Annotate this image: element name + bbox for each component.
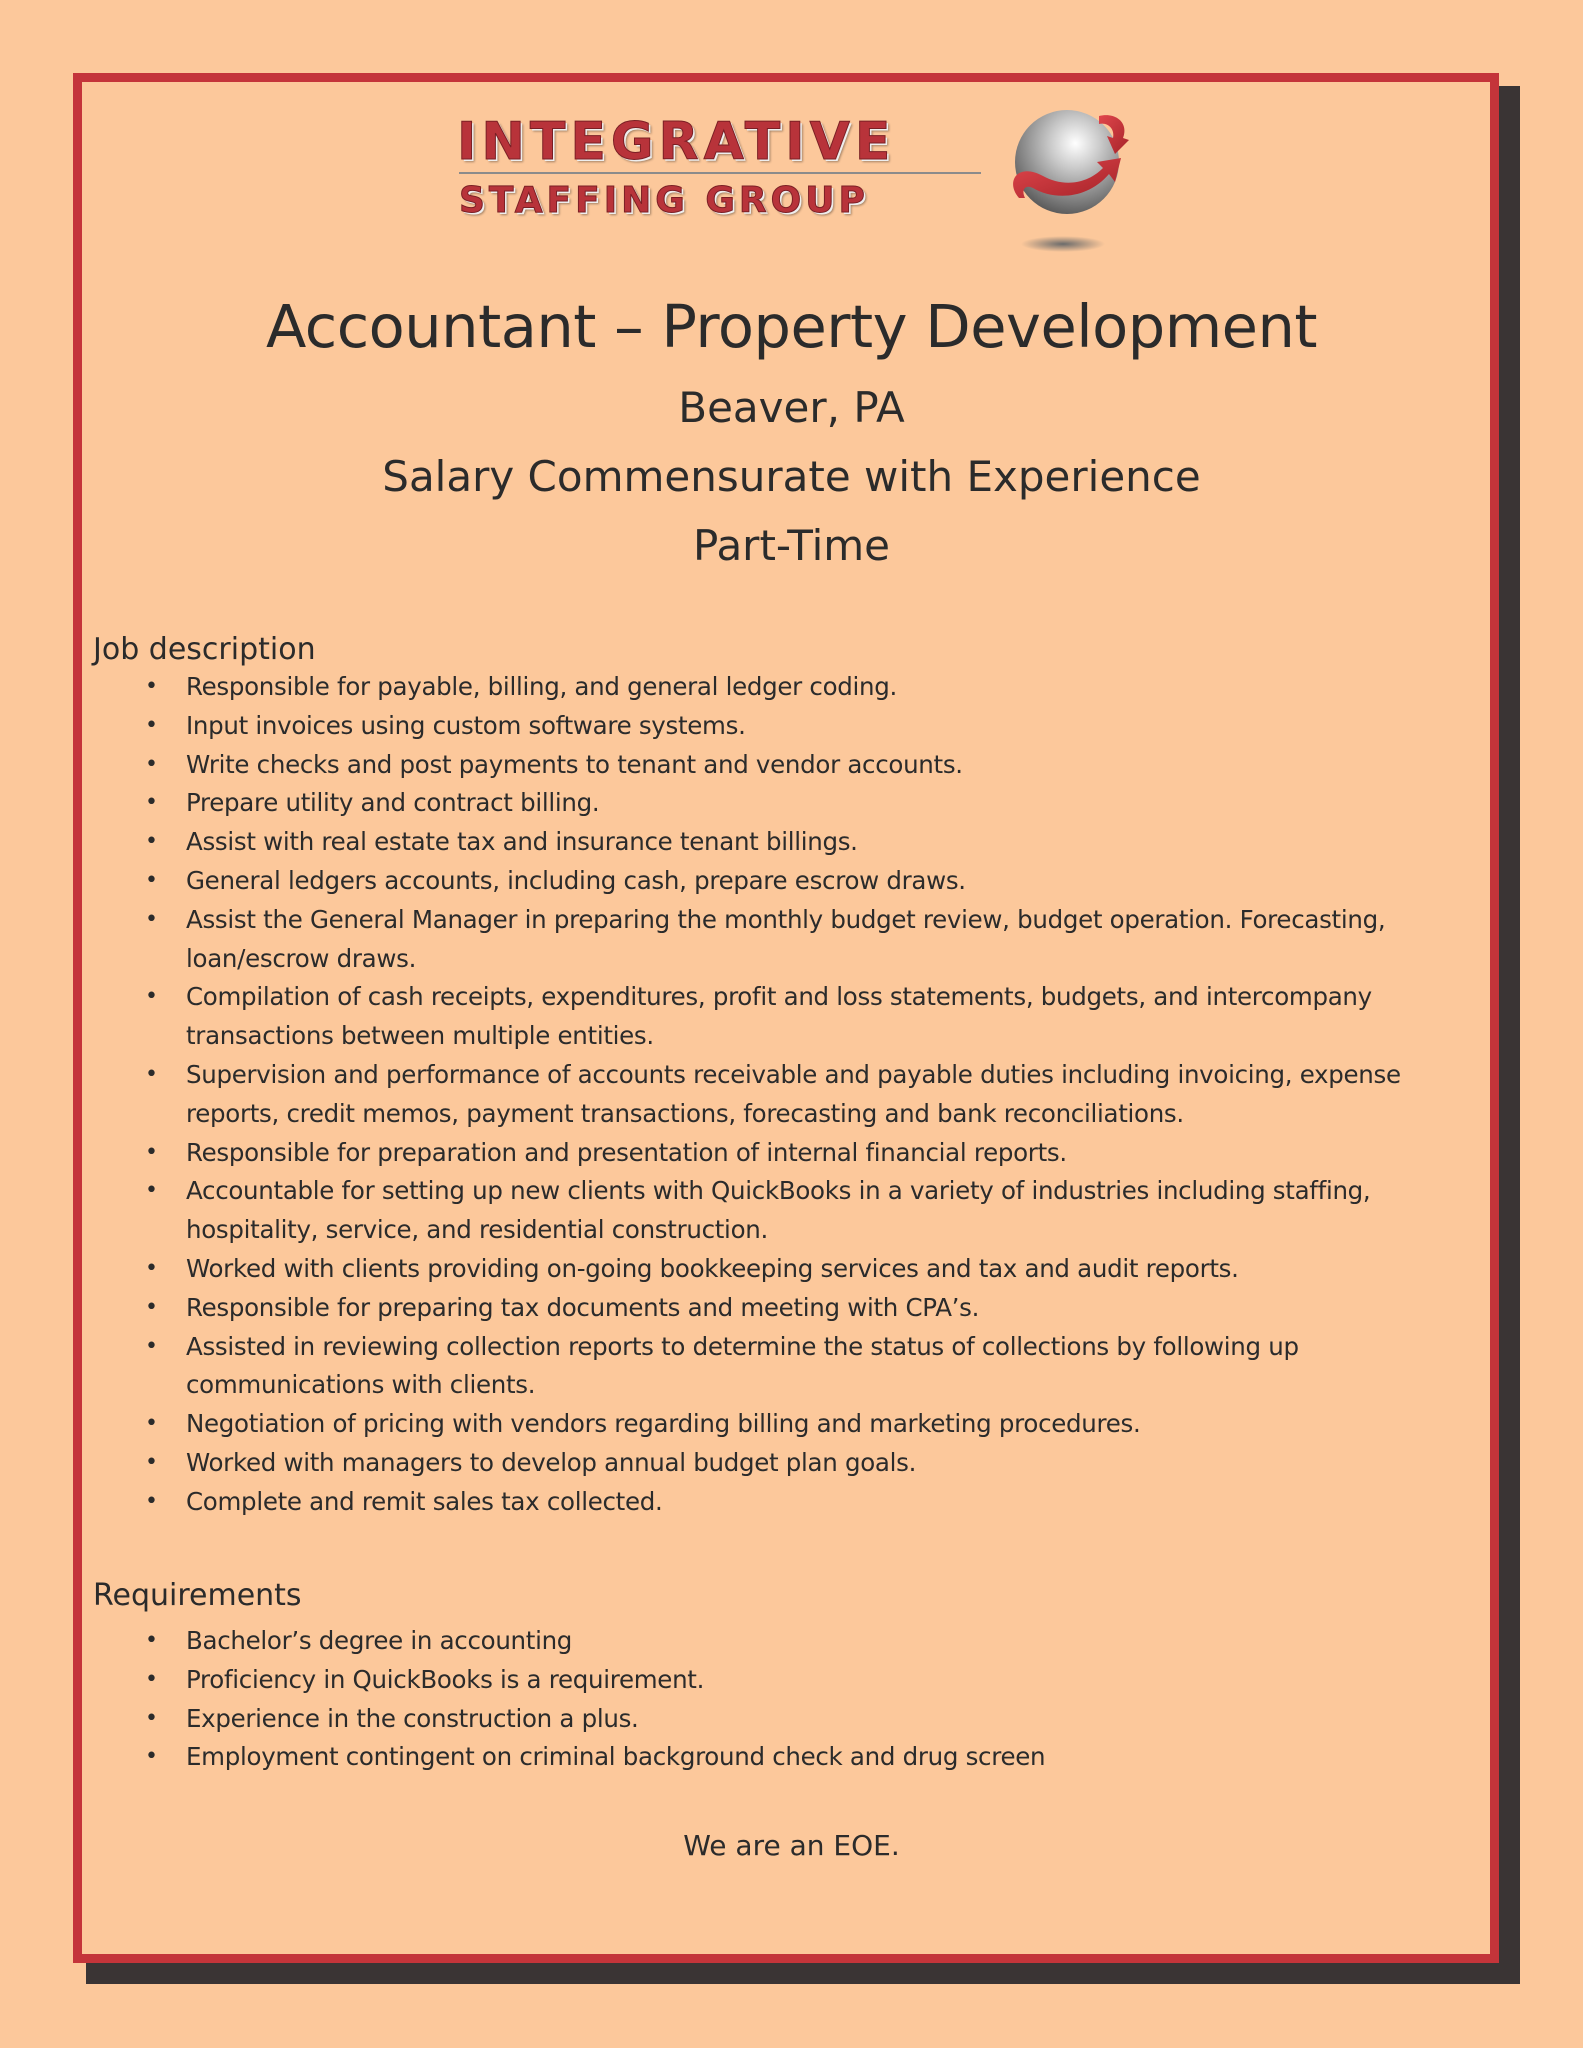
bullet-icon: • [145, 1705, 158, 1731]
list-item: • Write checks and post payments to tenant and vendor accounts. [93, 746, 1493, 785]
list-item: • Accountable for setting up new clients with QuickBooks in a variety of industries including staffing, hospitality, service, and residential construction. [93, 1172, 1493, 1250]
list-item: • Employment contingent on criminal background check and drug screen [93, 1738, 1493, 1777]
list-item: • Responsible for preparation and presentation of internal financial reports. [93, 1134, 1493, 1173]
company-logo [455, 102, 1135, 262]
list-item: • Experience in the construction a plus. [93, 1700, 1493, 1739]
list-item: • Input invoices using custom software systems. [93, 707, 1493, 746]
bullet-icon: • [145, 790, 158, 816]
list-item: • General ledgers accounts, including cash, prepare escrow draws. [93, 862, 1493, 901]
list-item: • Responsible for payable, billing, and general ledger coding. [93, 668, 1493, 707]
logo-text-staffing-group: STAFFING GROUP [459, 180, 869, 221]
eoe-statement: We are an EOE. [683, 1829, 900, 1862]
bullet-icon: • [145, 1333, 158, 1359]
bullet-icon: • [145, 1666, 158, 1692]
list-item: • Assist the General Manager in preparing the monthly budget review, budget operation. Forecasting, loan/escrow draws. [93, 901, 1493, 979]
globe-icon [1003, 102, 1143, 262]
logo-divider [459, 172, 981, 174]
list-item: • Bachelor’s degree in accounting [93, 1622, 1493, 1661]
list-item: • Prepare utility and contract billing. [93, 784, 1493, 823]
bullet-icon: • [145, 712, 158, 738]
list-item: • Negotiation of pricing with vendors regarding billing and marketing procedures. [93, 1405, 1493, 1444]
job-title: Accountant – Property Development [265, 292, 1317, 361]
logo-text-integrative: INTEGRATIVE [457, 112, 896, 172]
list-item: • Worked with managers to develop annual budget plan goals. [93, 1444, 1493, 1483]
job-type: Part-Time [693, 521, 890, 570]
bullet-icon: • [145, 867, 158, 893]
job-location: Beaver, PA [678, 383, 905, 432]
bullet-icon: • [145, 906, 158, 932]
bullet-icon: • [145, 984, 158, 1010]
requirements-heading: Requirements [93, 1578, 302, 1613]
bullet-icon: • [145, 1449, 158, 1475]
job-description-heading: Job description [93, 632, 316, 667]
bullet-icon: • [145, 829, 158, 855]
list-item: • Complete and remit sales tax collected. [93, 1483, 1493, 1522]
bullet-icon: • [145, 674, 158, 699]
bullet-icon: • [145, 1139, 158, 1165]
job-description-list [93, 668, 1493, 1522]
list-item: • Supervision and performance of accounts receivable and payable duties including invoicing, expense reports, credit memos, payment transactions, forecasting and bank reconciliations. [93, 1056, 1493, 1134]
list-item: • Compilation of cash receipts, expenditures, profit and loss statements, budgets, and intercompany transactions between multiple entities. [93, 978, 1493, 1056]
list-item: • Worked with clients providing on-going bookkeeping services and tax and audit reports. [93, 1250, 1493, 1289]
bullet-icon: • [145, 1294, 158, 1320]
bullet-icon: • [145, 1255, 158, 1281]
list-item: • Assist with real estate tax and insurance tenant billings. [93, 823, 1493, 862]
bullet-icon: • [145, 1744, 158, 1770]
bullet-icon: • [145, 751, 158, 777]
list-item: • Responsible for preparing tax documents and meeting with CPA’s. [93, 1289, 1493, 1328]
bullet-icon: • [145, 1178, 158, 1204]
job-salary: Salary Commensurate with Experience [382, 452, 1201, 501]
bullet-icon: • [145, 1488, 158, 1514]
bullet-icon: • [145, 1628, 158, 1653]
list-item: • Proficiency in QuickBooks is a requirement. [93, 1661, 1493, 1700]
bullet-icon: • [145, 1061, 158, 1087]
requirements-list [93, 1622, 1493, 1777]
list-item: • Assisted in reviewing collection reports to determine the status of collections by following up communications with clients. [93, 1328, 1493, 1406]
bullet-icon: • [145, 1411, 158, 1437]
